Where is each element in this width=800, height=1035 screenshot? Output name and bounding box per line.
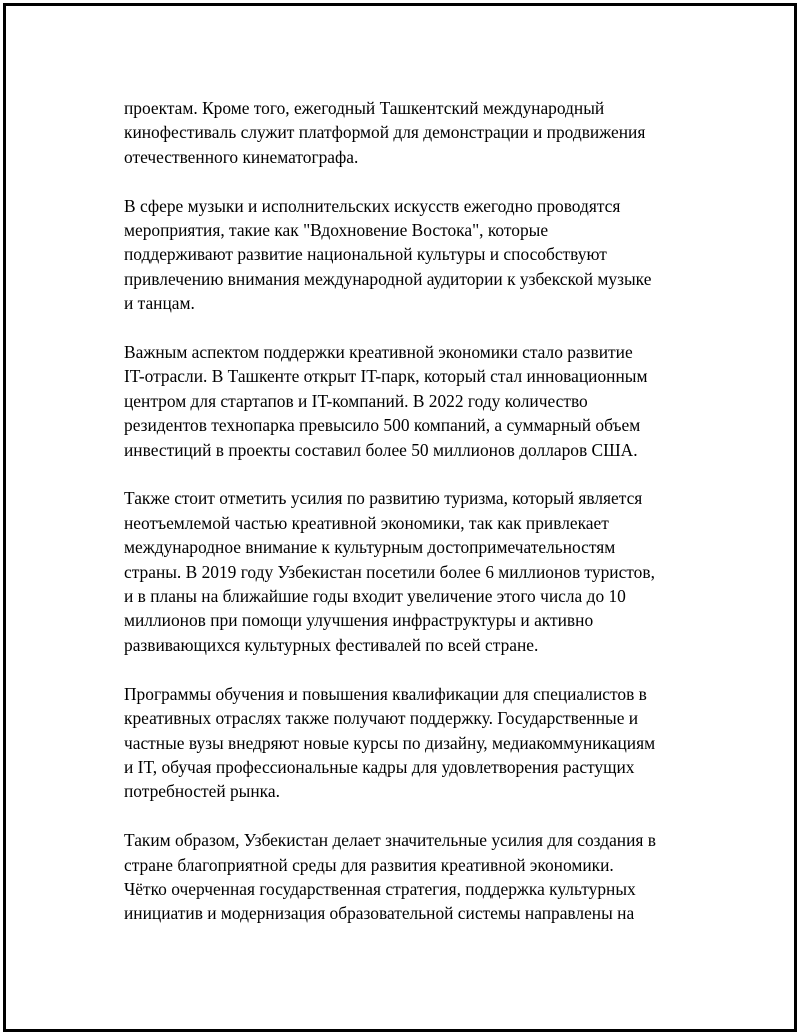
- text-line: кинофестиваль служит платформой для демонстрации и продвижения: [124, 122, 646, 143]
- text-line: потребностей рынка.: [124, 781, 280, 802]
- text-line: В сфере музыки и исполнительских искусств ежегодно проводятся: [124, 195, 621, 216]
- paragraph-music-arts: [124, 194, 704, 316]
- text-line: инициатив и модернизация образовательной системы направлены на: [124, 903, 635, 924]
- text-line: центром для стартапов и IT-компаний. В 2022 году количество: [124, 390, 588, 411]
- text-line: IT-отрасли. В Ташкенте открыт IT-парк, который стал инновационным: [124, 366, 648, 387]
- text-line: привлечению внимания международной аудитории к узбекской музыке: [124, 268, 652, 289]
- text-line: Важным аспектом поддержки креативной экономики стало развитие: [124, 342, 633, 363]
- paragraph-film-festival: [124, 96, 704, 169]
- text-line: международное внимание к культурным достопримечательностям: [124, 537, 616, 558]
- text-line: Чётко очерченная государственная стратегия, поддержка культурных: [124, 878, 636, 899]
- text-line: страны. В 2019 году Узбекистан посетили более 6 миллионов туристов,: [124, 561, 655, 582]
- text-line: и IT, обучая профессиональные кадры для удовлетворения растущих: [124, 756, 635, 777]
- text-line: поддерживают развитие национальной культуры и способствуют: [124, 244, 607, 265]
- text-line: креативных отраслях также получают поддержку. Государственные и: [124, 708, 639, 729]
- text-line: мероприятия, такие как "Вдохновение Востока", которые: [124, 220, 549, 241]
- paragraph-tourism: [124, 486, 704, 657]
- document-body: [124, 96, 704, 950]
- text-line: Таким образом, Узбекистан делает значительные усилия для создания в: [124, 830, 656, 851]
- paragraph-education: [124, 682, 704, 804]
- page-frame: [3, 3, 797, 1032]
- text-line: и в планы на ближайшие годы входит увеличение этого числа до 10: [124, 586, 626, 607]
- paragraph-conclusion: [124, 828, 704, 926]
- text-line: инвестиций в проекты составил более 50 миллионов долларов США.: [124, 439, 638, 460]
- text-line: отечественного кинематографа.: [124, 146, 359, 167]
- paragraph-it-sector: [124, 340, 704, 462]
- text-line: Программы обучения и повышения квалификации для специалистов в: [124, 683, 647, 704]
- text-line: и танцам.: [124, 293, 195, 314]
- text-line: развивающихся культурных фестивалей по всей стране.: [124, 634, 539, 655]
- text-line: Также стоит отметить усилия по развитию туризма, который является: [124, 488, 643, 509]
- text-line: стране благоприятной среды для развития креативной экономики.: [124, 854, 614, 875]
- text-line: частные вузы внедряют новые курсы по дизайну, медиакоммуникациям: [124, 732, 656, 753]
- text-line: проектам. Кроме того, ежегодный Ташкентский международный: [124, 98, 605, 118]
- text-line: неотъемлемой частью креативной экономики, так как привлекает: [124, 512, 609, 533]
- text-line: миллионов при помощи улучшения инфраструктуры и активно: [124, 610, 594, 631]
- text-line: резидентов технопарка превысило 500 компаний, а суммарный объем: [124, 415, 641, 436]
